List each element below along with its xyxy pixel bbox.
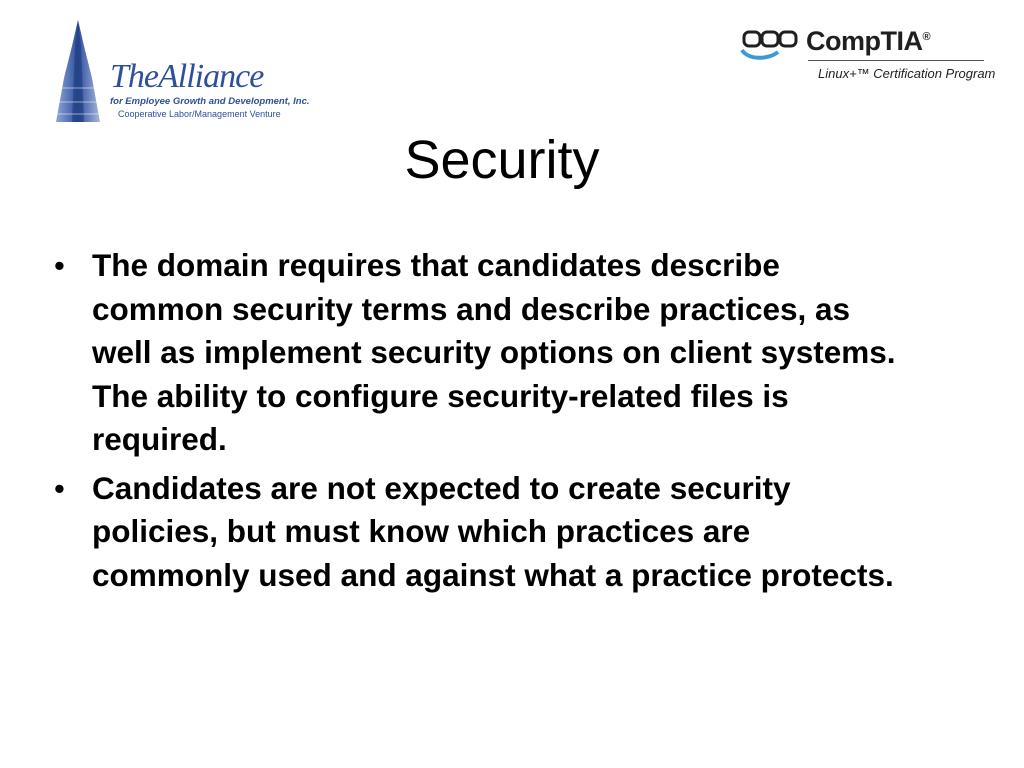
alliance-name: TheAlliance — [110, 58, 264, 95]
alliance-logo — [48, 18, 318, 126]
slide-title: Security — [404, 130, 600, 190]
bullet-icon: • — [54, 248, 65, 283]
comptia-divider — [808, 60, 984, 61]
comptia-logo — [738, 20, 996, 92]
linked-rings-icon — [738, 20, 804, 64]
bullet-icon: • — [54, 470, 65, 506]
alliance-subtitle: for Employee Growth and Development, Inc. — [110, 96, 310, 107]
comptia-subtitle: Linux+™ Certification Program — [818, 66, 996, 81]
alliance-tagline: Cooperative Labor/Management Venture — [118, 109, 281, 119]
bullet-text: Candidates are not expected to create security policies, but must know which practices are commonly used and against what a practice protects. — [92, 469, 894, 593]
bullet-list — [52, 244, 912, 602]
comptia-name: CompTIA® — [806, 26, 931, 56]
bullet-item — [52, 244, 912, 462]
registered-mark: ® — [922, 31, 931, 43]
bullet-item — [52, 467, 912, 598]
bullet-text: The domain requires that candidates describe common security terms and describe practices, as well as implement security options on client systems. The ability to configure security-related files is required. — [92, 247, 896, 457]
skyscraper-icon — [48, 18, 108, 126]
